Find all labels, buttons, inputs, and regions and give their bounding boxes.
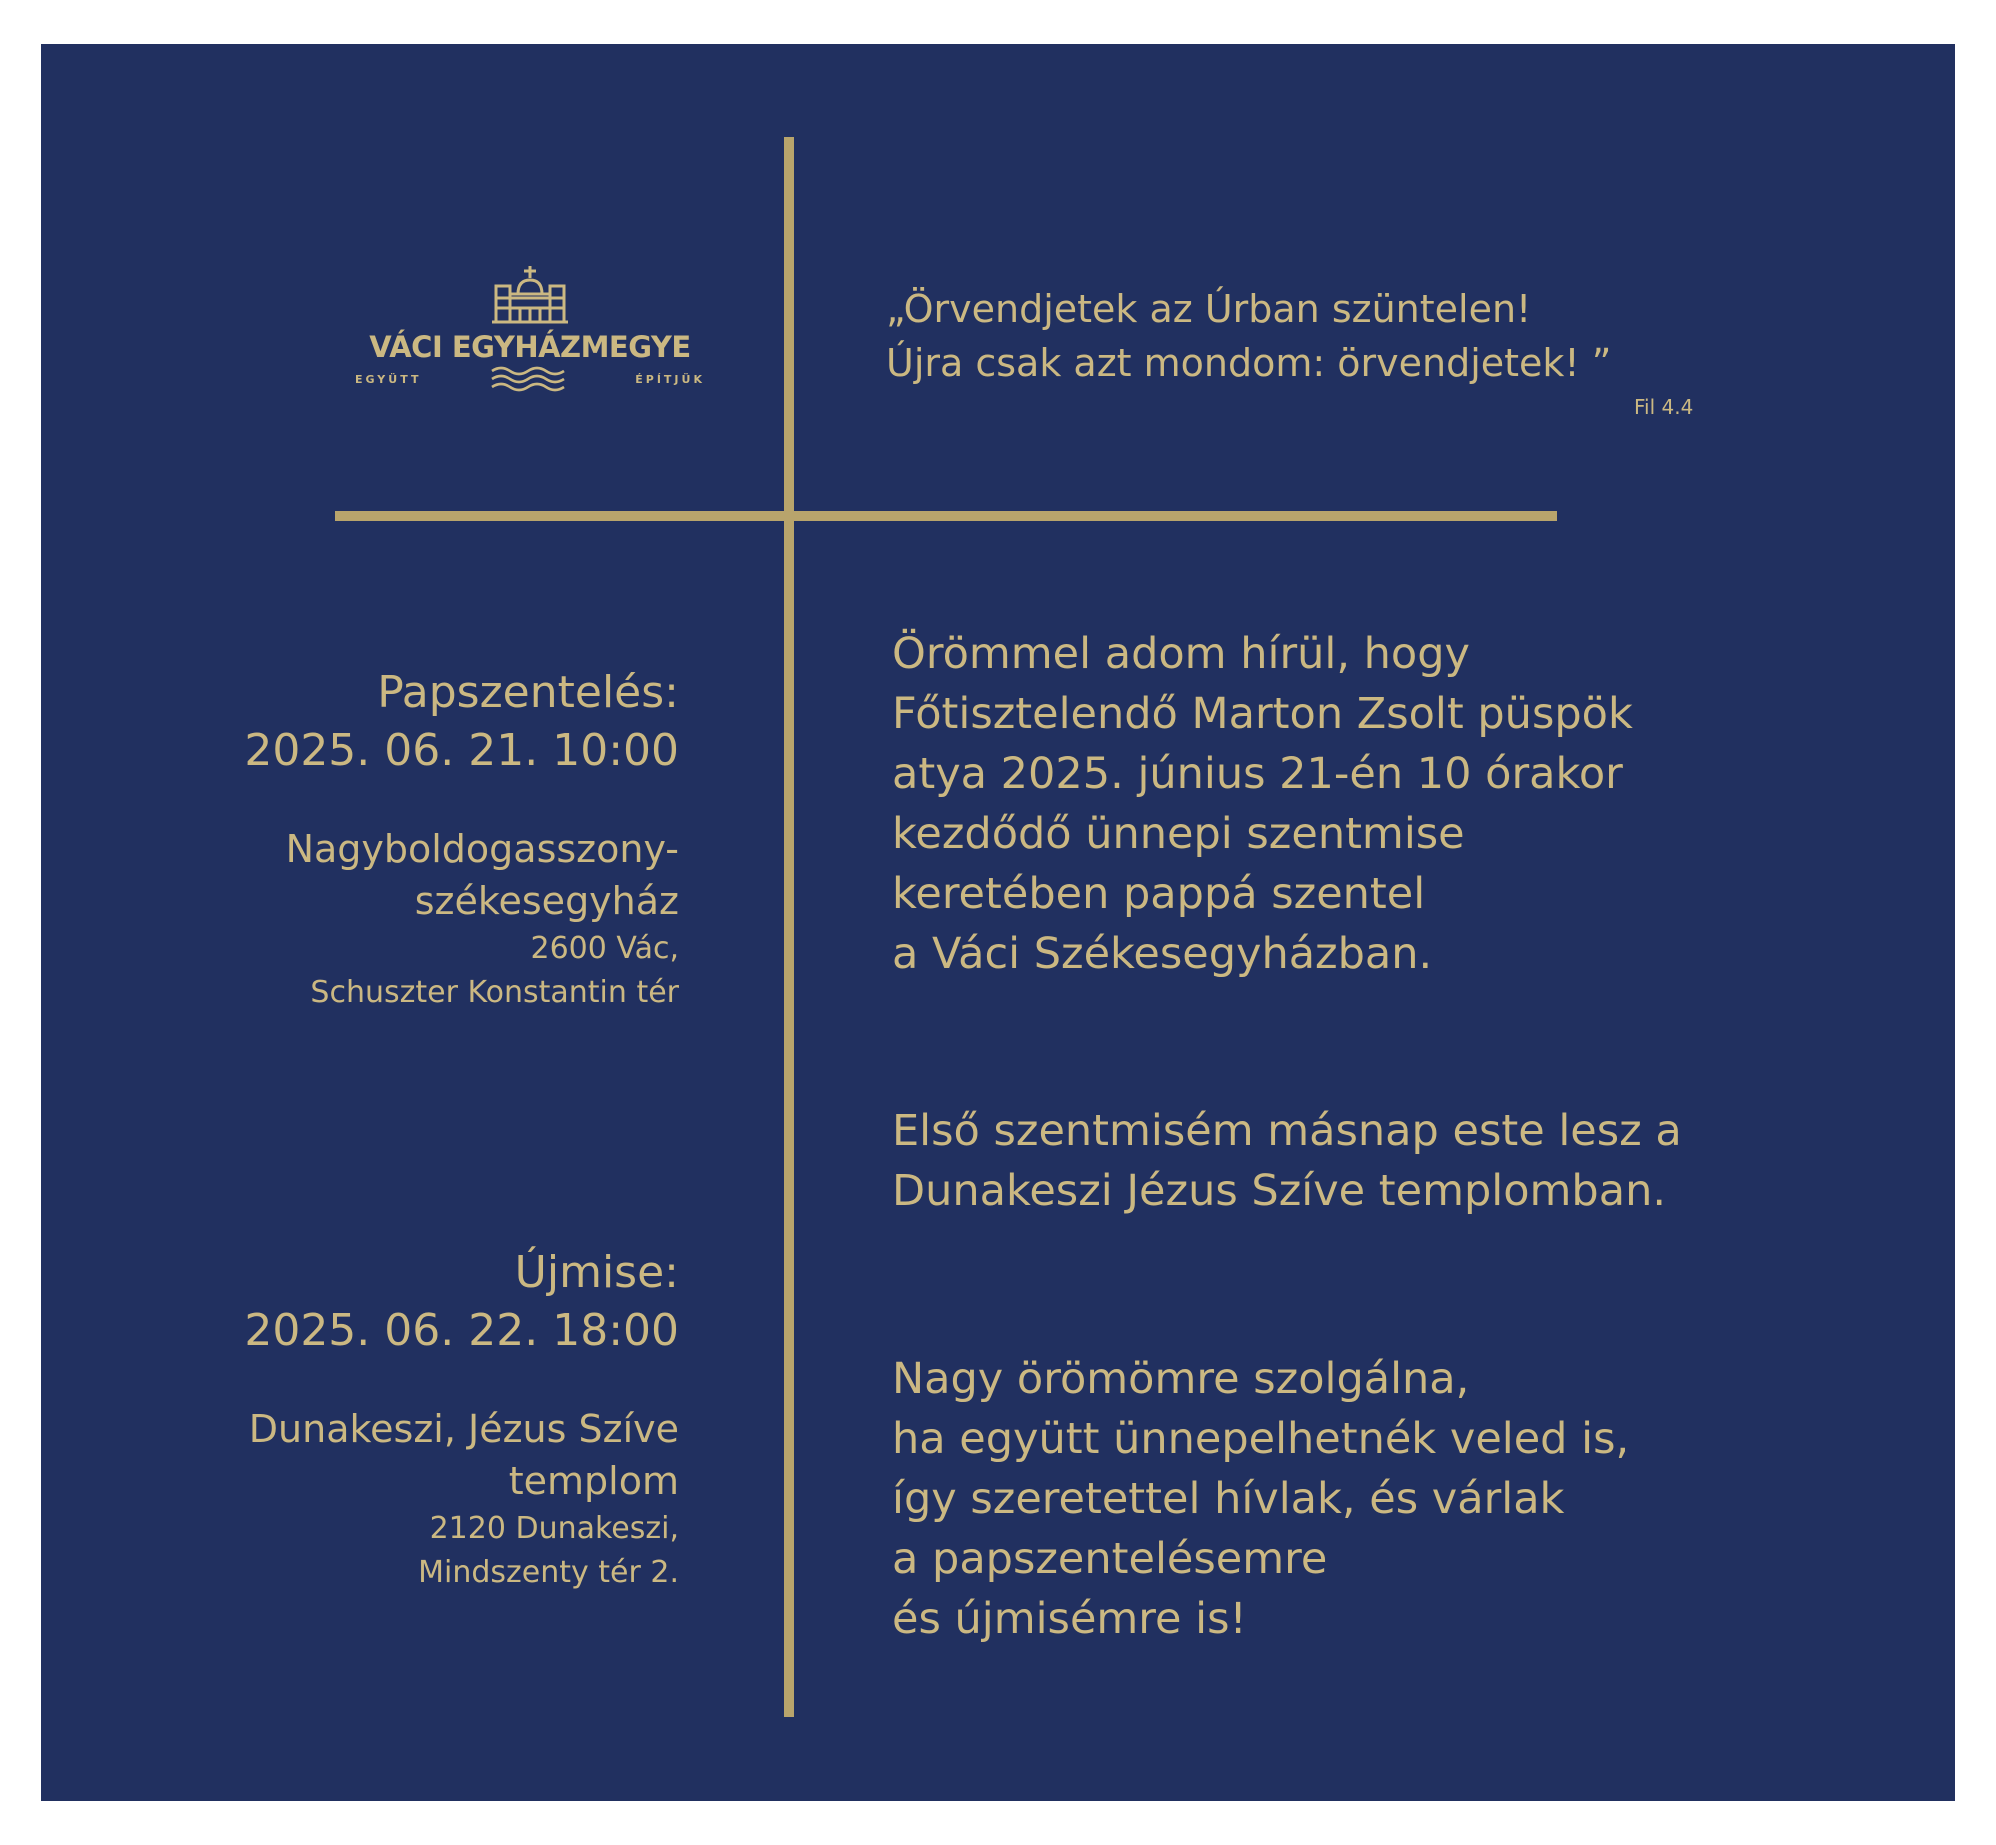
first-mass-block bbox=[244, 1244, 679, 1595]
first-mass-place: templom bbox=[508, 1459, 679, 1503]
quote-line: „Örvendjetek az Úrban szüntelen! bbox=[886, 287, 1532, 331]
diocese-logo bbox=[355, 264, 705, 394]
ordination-address: Schuszter Konstantin tér bbox=[310, 975, 679, 1010]
first-mass-address: 2120 Dunakeszi, bbox=[429, 1511, 679, 1546]
paragraph-line: így szeretettel hívlak, és várlak bbox=[892, 1474, 1565, 1524]
announcement-paragraph-3 bbox=[892, 1349, 1629, 1649]
paragraph-line: Főtisztelendő Marton Zsolt püspök bbox=[892, 689, 1633, 739]
paragraph-line: és újmisémre is! bbox=[892, 1594, 1247, 1644]
first-mass-place: Dunakeszi, Jézus Szíve bbox=[248, 1407, 679, 1451]
paragraph-line: keretében pappá szentel bbox=[892, 869, 1426, 919]
logo-tag-right: ÉPÍTJÜK bbox=[635, 372, 705, 386]
ordination-label: Papszentelés: bbox=[377, 667, 679, 718]
cathedral-icon bbox=[490, 264, 570, 326]
announcement-paragraph-2 bbox=[892, 1101, 1682, 1221]
paragraph-line: Dunakeszi Jézus Szíve templomban. bbox=[892, 1166, 1666, 1216]
first-mass-label: Újmise: bbox=[514, 1247, 679, 1298]
announcement-paragraph-1 bbox=[892, 624, 1633, 984]
ordination-datetime: 2025. 06. 21. 10:00 bbox=[244, 725, 679, 776]
bible-quote bbox=[886, 282, 1786, 390]
paragraph-line: Nagy örömömre szolgálna, bbox=[892, 1354, 1470, 1404]
paragraph-line: a Váci Székesegyházban. bbox=[892, 929, 1433, 979]
ordination-address: 2600 Vác, bbox=[530, 931, 679, 966]
paragraph-line: Első szentmisém másnap este lesz a bbox=[892, 1106, 1682, 1156]
invitation-card bbox=[41, 44, 1955, 1801]
paragraph-line: Örömmel adom hírül, hogy bbox=[892, 629, 1470, 679]
paragraph-line: kezdődő ünnepi szentmise bbox=[892, 809, 1465, 859]
cross-vertical-beam bbox=[784, 137, 794, 1717]
logo-tagline bbox=[355, 366, 705, 392]
logo-name: VÁCI EGYHÁZMEGYE bbox=[369, 330, 691, 364]
quote-line: Újra csak azt mondom: örvendjetek! ” bbox=[886, 341, 1612, 385]
first-mass-datetime: 2025. 06. 22. 18:00 bbox=[244, 1305, 679, 1356]
paragraph-line: a papszentelésemre bbox=[892, 1534, 1328, 1584]
ordination-block bbox=[244, 664, 679, 1015]
cross-horizontal-beam bbox=[335, 511, 1557, 521]
first-mass-address: Mindszenty tér 2. bbox=[418, 1555, 679, 1590]
logo-tag-left: EGYÜTT bbox=[355, 372, 422, 386]
waves-icon bbox=[490, 366, 566, 392]
ordination-place: Nagyboldogasszony- bbox=[285, 827, 679, 871]
quote-reference: Fil 4.4 bbox=[1634, 395, 1694, 419]
paragraph-line: ha együtt ünnepelhetnék veled is, bbox=[892, 1414, 1630, 1464]
paragraph-line: atya 2025. június 21-én 10 órakor bbox=[892, 749, 1623, 799]
ordination-place: székesegyház bbox=[414, 879, 679, 923]
